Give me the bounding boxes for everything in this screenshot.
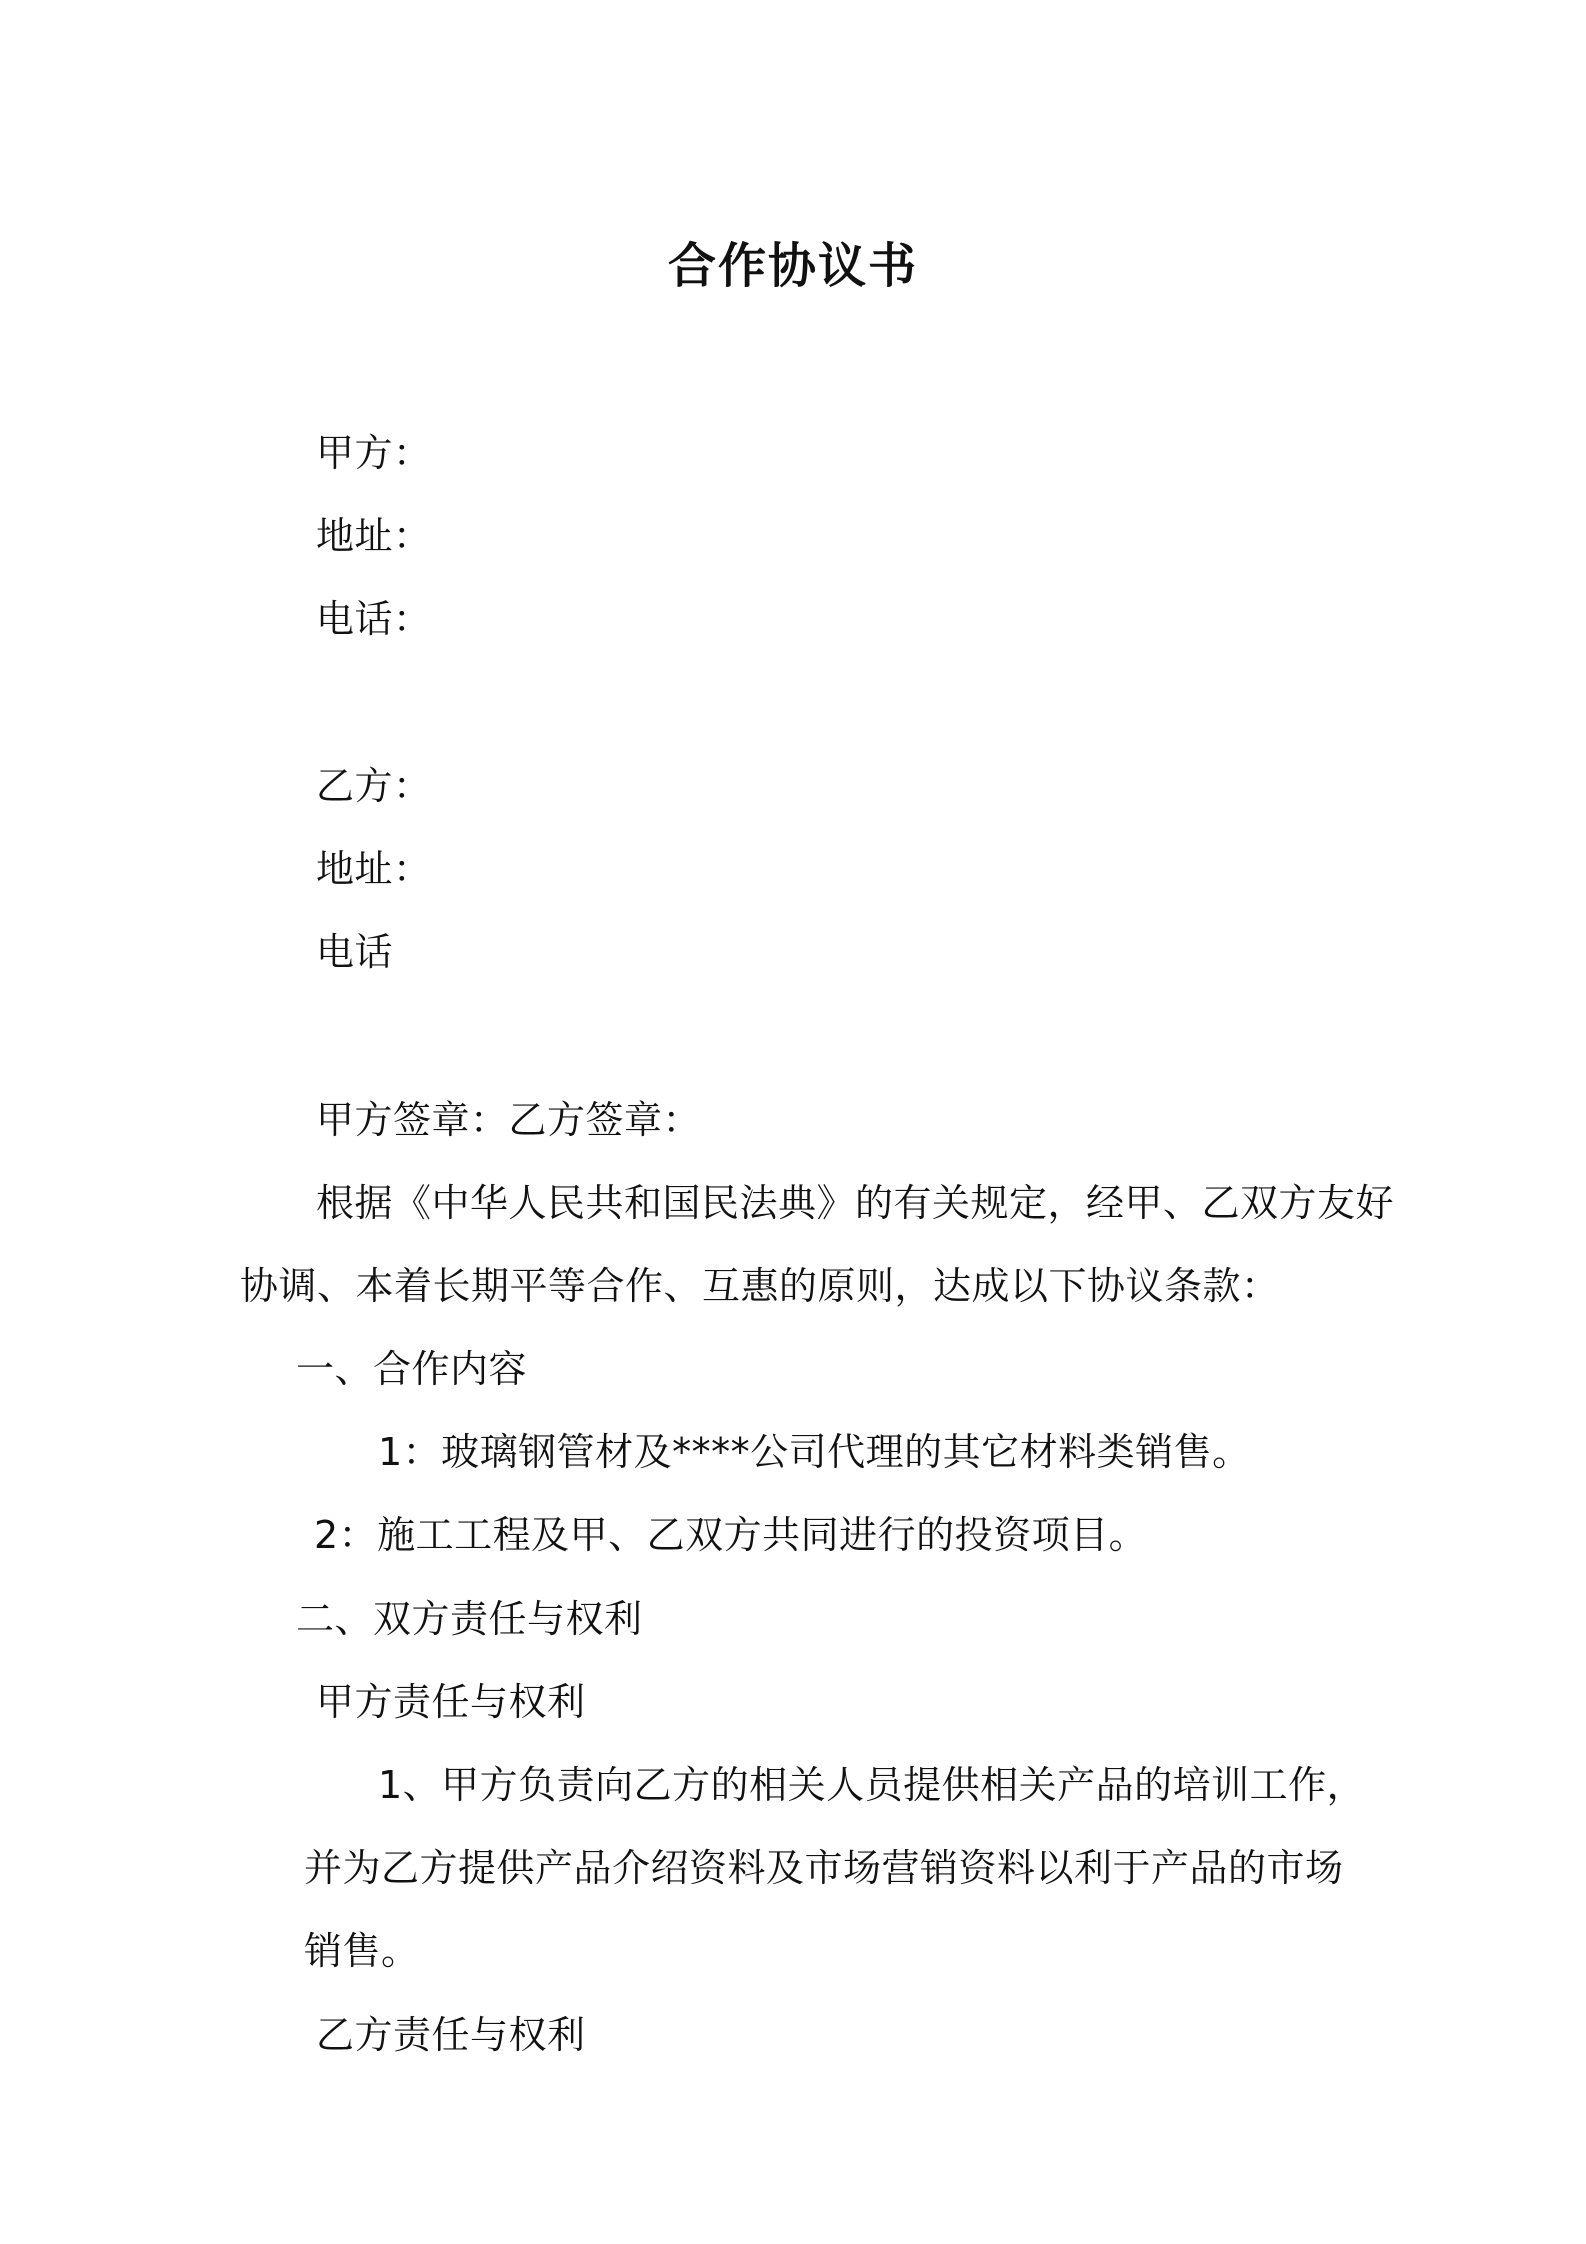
document-title: 合作协议书 xyxy=(667,238,918,294)
signature-line: 甲方签章：乙方签章： xyxy=(316,1098,702,1142)
preamble-line-1: 根据《中华人民共和国民法典》的有关规定，经甲、乙双方友好 xyxy=(316,1181,1395,1225)
party-b-phone-label: 电话 xyxy=(316,930,394,974)
party-b-duties-heading: 乙方责任与权利 xyxy=(316,2013,586,2057)
party-a-name-label: 甲方： xyxy=(316,431,432,475)
section-1-item-1: 1：玻璃钢管材及****公司代理的其它材料类销售。 xyxy=(378,1430,1251,1474)
party-a-address-label: 地址： xyxy=(316,514,432,558)
section-2-heading: 二、双方责任与权利 xyxy=(296,1597,643,1641)
party-b-name-label: 乙方： xyxy=(316,764,432,808)
party-b-address-label: 地址： xyxy=(316,847,432,891)
party-a-phone-label: 电话： xyxy=(316,597,432,641)
party-a-duty-1-line-3: 销售。 xyxy=(304,1929,420,1973)
party-a-duties-heading: 甲方责任与权利 xyxy=(316,1680,586,1724)
party-a-duty-1-line-2: 并为乙方提供产品介绍资料及市场营销资料以利于产品的市场 xyxy=(304,1846,1344,1890)
preamble-line-2: 协调、本着长期平等合作、互惠的原则，达成以下协议条款： xyxy=(240,1264,1280,1308)
section-1-item-2: 2：施工工程及甲、乙双方共同进行的投资项目。 xyxy=(314,1513,1148,1557)
party-a-duty-1-line-1: 1、甲方负责向乙方的相关人员提供相关产品的培训工作， xyxy=(378,1763,1366,1807)
section-1-heading: 一、合作内容 xyxy=(296,1347,528,1391)
